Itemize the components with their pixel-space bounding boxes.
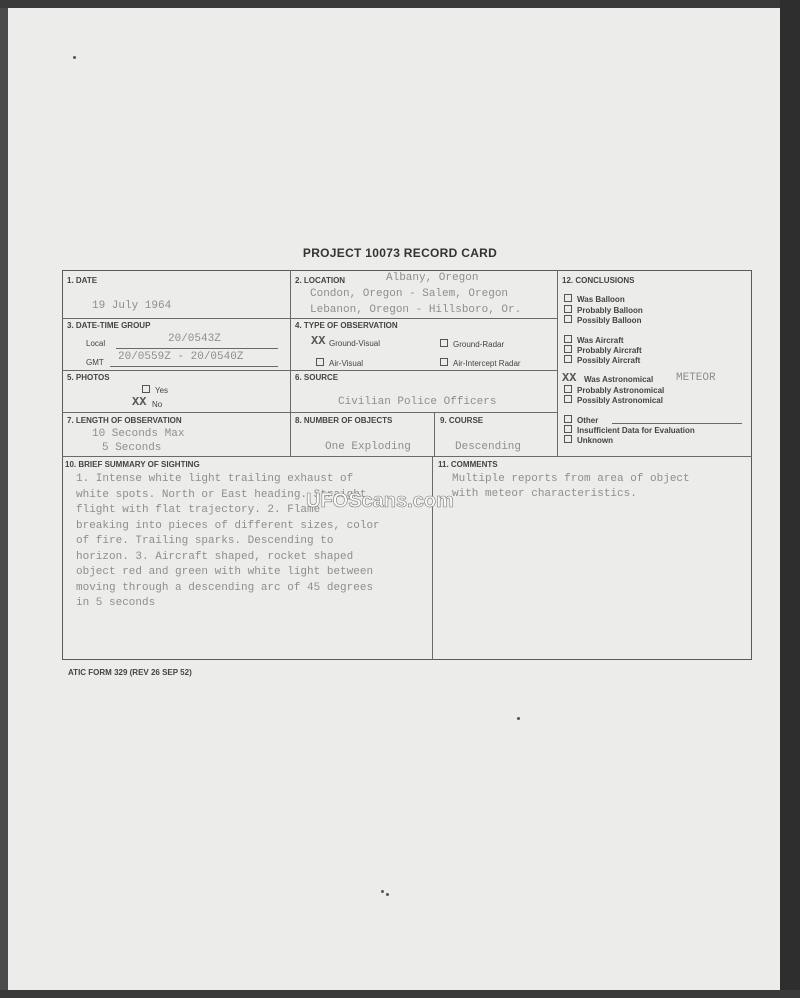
type-of-observation-label: 4. TYPE OF OBSERVATION: [295, 321, 398, 330]
checkbox: [564, 305, 572, 313]
date-time-group-label: 3. DATE-TIME GROUP: [67, 321, 151, 330]
comments-line: with meteor characteristics.: [452, 488, 637, 500]
ground-radar-option[interactable]: Ground-Radar: [440, 339, 504, 349]
divider: [62, 412, 558, 413]
gmt-value: 20/0559Z - 20/0540Z: [118, 351, 244, 363]
checkbox: [564, 415, 572, 423]
length-line-2: 5 Seconds: [102, 442, 162, 454]
date-value: 19 July 1964: [92, 300, 172, 312]
summary-line: object red and green with white light between: [76, 566, 374, 578]
probably-aircraft-option[interactable]: Probably Aircraft: [564, 345, 642, 355]
length-line-1: 10 Seconds Max: [92, 428, 185, 440]
course-value: Descending: [455, 441, 522, 453]
was-astronomical-option[interactable]: Was Astronomical: [584, 375, 654, 384]
location-line-1: Albany, Oregon: [386, 272, 479, 284]
checkbox: [142, 385, 150, 393]
astronomical-note: METEOR: [676, 372, 716, 384]
scan-speck: [517, 717, 520, 720]
comments-text: [452, 472, 742, 502]
checkbox: [564, 345, 572, 353]
location-line-3: Lebanon, Oregon - Hillsboro, Or.: [310, 304, 522, 316]
summary-line: in 5 seconds: [76, 597, 156, 609]
photos-no-option[interactable]: No: [152, 400, 163, 409]
checkbox: [564, 435, 572, 443]
air-intercept-radar-option[interactable]: Air-Intercept Radar: [440, 358, 521, 368]
length-of-observation-label: 7. LENGTH OF OBSERVATION: [67, 416, 182, 425]
local-time-label: Local: [86, 339, 106, 348]
local-time-underline: [116, 348, 278, 349]
checkbox: [316, 358, 324, 366]
was-aircraft-option[interactable]: Was Aircraft: [564, 335, 624, 345]
card-title: PROJECT 10073 RECORD CARD: [302, 246, 498, 260]
summary-line: white spots. North or East heading. Straight: [76, 488, 367, 501]
probably-balloon-option[interactable]: Probably Balloon: [564, 305, 643, 315]
watermark-logo: UFOScans.com: [306, 490, 454, 512]
was-balloon-option[interactable]: Was Balloon: [564, 294, 625, 304]
local-time-value: 20/0543Z: [168, 333, 221, 345]
comments-label: 11. COMMENTS: [438, 460, 498, 469]
summary-line: flight with flat trajectory. 2. Flame: [76, 504, 321, 516]
scan-speck: [381, 890, 384, 893]
photos-no-check-mark: XX: [132, 395, 147, 409]
possibly-balloon-option[interactable]: Possibly Balloon: [564, 315, 641, 325]
other-underline: [612, 423, 742, 424]
divider: [434, 412, 435, 456]
scan-speck: [73, 56, 76, 59]
other-option[interactable]: Other: [564, 415, 598, 425]
divider: [432, 456, 433, 660]
scan-right-edge: [780, 0, 800, 998]
photos-yes-option[interactable]: Yes: [142, 385, 168, 395]
divider: [62, 456, 752, 457]
location-label: 2. LOCATION: [295, 276, 346, 285]
probably-astronomical-option[interactable]: Probably Astronomical: [564, 385, 664, 395]
scan-top-edge: [0, 0, 800, 8]
date-label: 1. DATE: [67, 276, 98, 285]
divider: [557, 270, 558, 456]
summary-line: horizon. 3. Aircraft shaped, rocket shaped: [76, 550, 354, 563]
summary-line: of fire. Trailing sparks. Descending to: [76, 535, 334, 547]
number-of-objects-value: One Exploding: [325, 441, 411, 453]
location-line-2: Condon, Oregon - Salem, Oregon: [310, 288, 509, 300]
insufficient-data-option[interactable]: Insufficient Data for Evaluation: [564, 425, 695, 435]
course-label: 9. COURSE: [440, 416, 484, 425]
gmt-underline: [110, 366, 278, 367]
was-astronomical-check-mark: XX: [562, 371, 577, 385]
source-label: 6. SOURCE: [295, 373, 339, 382]
number-of-objects-label: 8. NUMBER OF OBJECTS: [295, 416, 393, 425]
conclusions-label: 12. CONCLUSIONS: [562, 276, 635, 285]
checkbox: [564, 294, 572, 302]
checkbox: [440, 339, 448, 347]
scan-speck: [386, 893, 389, 896]
photos-label: 5. PHOTOS: [67, 373, 110, 382]
checkbox: [564, 355, 572, 363]
gmt-label: GMT: [86, 358, 104, 367]
divider: [62, 370, 558, 371]
comments-line: Multiple reports from area of object: [452, 473, 690, 485]
source-value: Civilian Police Officers: [338, 396, 497, 408]
summary-line: moving through a descending arc of 45 degrees: [76, 581, 374, 594]
unknown-option[interactable]: Unknown: [564, 435, 613, 445]
form-number: ATIC FORM 329 (REV 26 SEP 52): [68, 668, 192, 677]
scan-bottom-edge: [0, 990, 800, 998]
divider: [62, 318, 558, 319]
checkbox: [564, 395, 572, 403]
ground-visual-check-mark: XX: [311, 334, 326, 348]
checkbox: [440, 358, 448, 366]
ground-visual-option[interactable]: Ground-Visual: [329, 339, 380, 348]
air-visual-option[interactable]: Air-Visual: [316, 358, 363, 368]
summary-line: breaking into pieces of different sizes, color: [76, 519, 380, 532]
divider: [290, 270, 291, 456]
checkbox: [564, 425, 572, 433]
summary-label: 10. BRIEF SUMMARY OF SIGHTING: [65, 460, 200, 469]
checkbox: [564, 335, 572, 343]
possibly-astronomical-option[interactable]: Possibly Astronomical: [564, 395, 663, 405]
checkbox: [564, 385, 572, 393]
possibly-aircraft-option[interactable]: Possibly Aircraft: [564, 355, 640, 365]
checkbox: [564, 315, 572, 323]
summary-line: 1. Intense white light trailing exhaust of: [76, 473, 354, 485]
